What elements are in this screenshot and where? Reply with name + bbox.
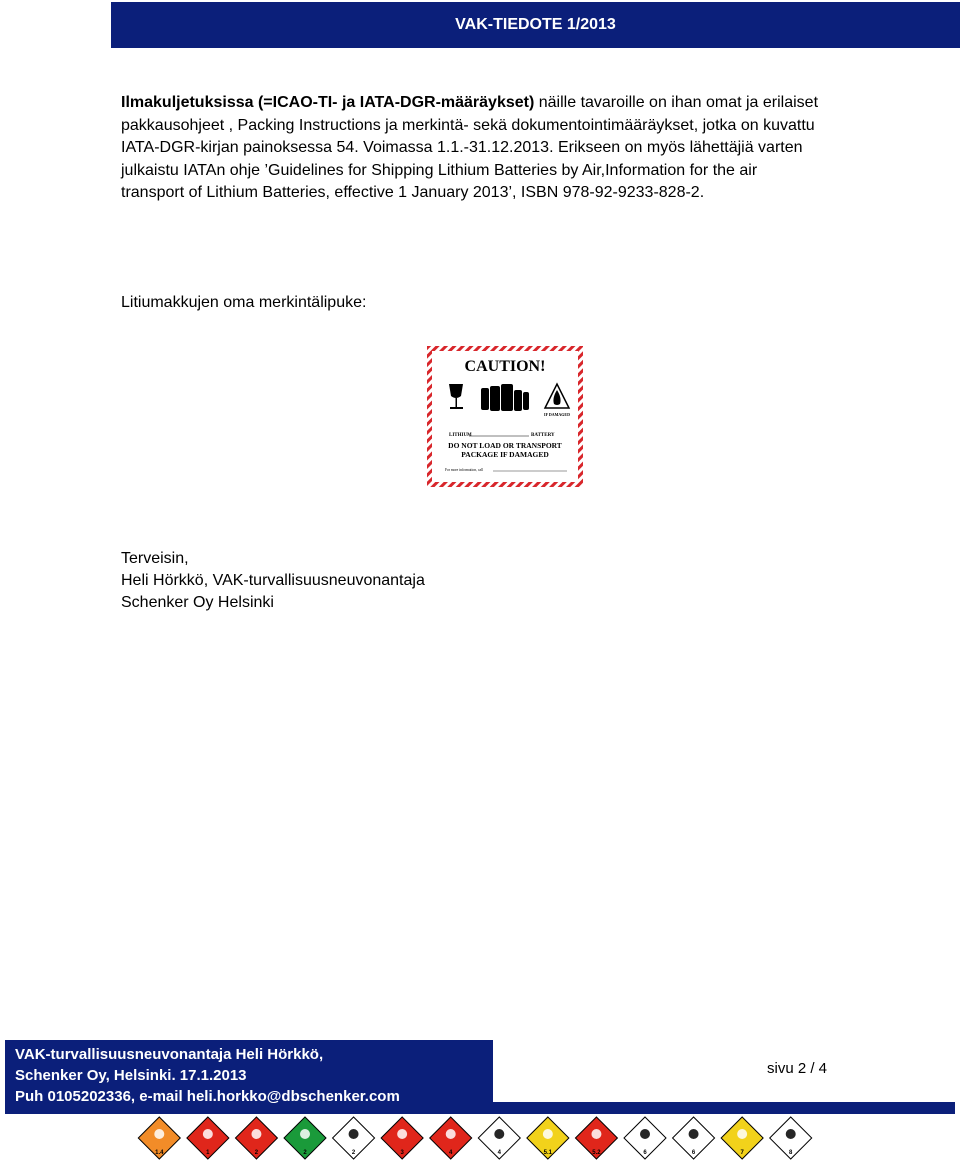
hazard-label-icon <box>527 1117 569 1159</box>
hazard-class-number: 6 <box>643 1150 647 1156</box>
intro-bold-text: Ilmakuljetuksissa (=ICAO-TI- ja IATA-DGR-määräykset) <box>121 94 535 111</box>
hazard-label-icon <box>721 1117 763 1159</box>
label-info-text: For more information, call <box>445 468 484 472</box>
hazard-label-icon <box>235 1117 277 1159</box>
footer-line3: Puh 0105202336, e-mail heli.horkko@dbschenker.com <box>15 1088 400 1105</box>
intro-text: näille tavaroille on ihan omat ja erilaiset pakkausohjeet , Packing Instructions ja merkintä- sekä dokumentointimääräykset, jotka on kuvattu IATA-DGR-kirjan painoksessa 54. Voimassa 1.1.-31.12.2013. Erikseen on myös lähettäjiä varten julkaistu IATAn ohje ’Guidelines for Shipping Lithium Batteries by Air,Information for the air transport of Lithium Batteries, effective 1 January 2013’, ISBN 978-92-9233-828-2. <box>121 94 819 202</box>
intro-paragraph <box>121 92 821 205</box>
footer-line2: Schenker Oy, Helsinki. 17.1.2013 <box>15 1067 247 1084</box>
hazard-label-icon <box>575 1117 617 1159</box>
hazard-class-number: 1.4 <box>155 1150 164 1156</box>
hazard-class-number: 4 <box>449 1150 453 1156</box>
greeting: Terveisin, <box>121 550 189 567</box>
signature-company: Schenker Oy Helsinki <box>121 594 274 611</box>
hazard-class-number: 2 <box>254 1150 259 1156</box>
hazard-label-icon <box>138 1117 180 1159</box>
hazard-class-number: 6 <box>691 1150 696 1156</box>
page-number: sivu 2 / 4 <box>767 1060 828 1077</box>
footer <box>5 1040 955 1114</box>
hazard-label-icon <box>333 1117 375 1159</box>
hazard-label-icon <box>770 1117 812 1159</box>
lithium-text: LITHIUM <box>449 433 472 438</box>
hazard-class-number: 5.1 <box>543 1150 553 1156</box>
hazard-class-number: 2 <box>303 1150 307 1156</box>
footer-line1: VAK-turvallisuusneuvonantaja Heli Hörkkö, <box>15 1046 324 1063</box>
hazard-label-icon <box>381 1117 423 1159</box>
hazard-class-number: 1 <box>206 1150 210 1156</box>
hazard-class-number: 3 <box>400 1150 404 1156</box>
hazard-label-icon <box>673 1117 715 1159</box>
hazard-label-icon <box>430 1117 472 1159</box>
document-header <box>111 2 960 48</box>
signature-name: Heli Hörkkö, VAK-turvallisuusneuvonantaja <box>121 572 425 589</box>
signature-block <box>121 548 821 614</box>
hazard-class-number: 2 <box>351 1150 356 1156</box>
lithium-battery-caution-label <box>427 346 583 487</box>
hazard-label-icon <box>284 1117 326 1159</box>
hazard-label-icon <box>478 1117 520 1159</box>
label-section-title: Litiumakkujen oma merkintälipuke: <box>121 294 367 311</box>
hazard-label-icon <box>624 1117 666 1159</box>
hazard-class-number: 5.2 <box>592 1150 601 1156</box>
hazard-class-number: 8 <box>789 1150 793 1156</box>
label-warning-line2: PACKAGE IF DAMAGED <box>461 450 549 459</box>
document-title: VAK-TIEDOTE 1/2013 <box>455 16 616 33</box>
hazard-class-number: 4 <box>497 1150 501 1156</box>
hazard-labels-strip <box>135 1114 815 1162</box>
caution-heading: CAUTION! <box>464 358 546 375</box>
footer-contact <box>15 1044 400 1107</box>
footer-page-box <box>493 1040 955 1102</box>
hazard-class-number: 7 <box>740 1150 744 1156</box>
label-warning-line1: DO NOT LOAD OR TRANSPORT <box>448 441 562 450</box>
hazard-label-icon <box>187 1117 229 1159</box>
battery-text: BATTERY <box>531 433 555 438</box>
if-damaged-text: IF DAMAGED <box>544 412 570 417</box>
